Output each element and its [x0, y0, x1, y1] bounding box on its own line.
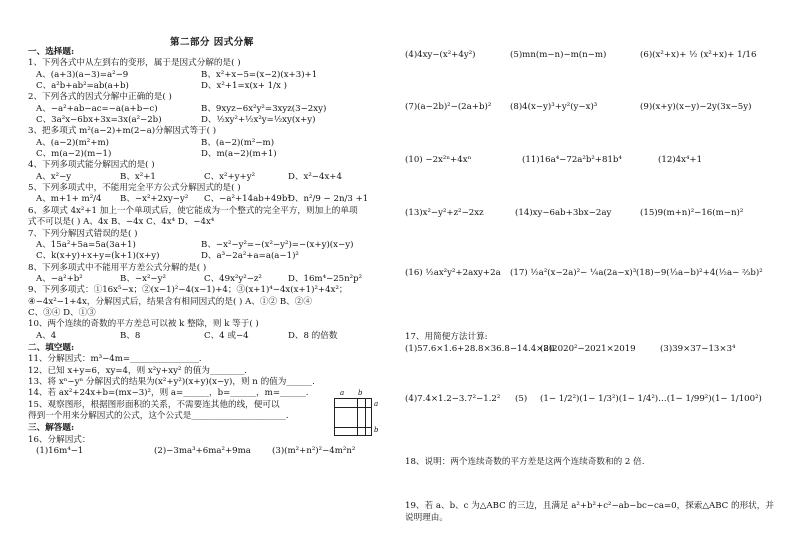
- option-d: D、x²−4x+4: [288, 171, 342, 182]
- question-line: 3、把多项式 m²(a−2)+m(2−a)分解因式等于( ): [28, 126, 217, 137]
- option-b: B、8: [120, 330, 141, 341]
- answer-options: [28, 149, 398, 160]
- factor-exercise: (13)x²−y²+z²−2xz: [405, 208, 484, 218]
- option-b: B、(a−2)(m²−m): [201, 137, 275, 148]
- option-b: D、½xy²+½x²y=½xy(x+y): [201, 115, 316, 126]
- option-b: B、x²+1: [120, 171, 156, 182]
- question-line: 得到一个用来分解因式的公式，这个公式是______________________.: [28, 411, 289, 421]
- option-a: A、−a²+ab−ac=−a(a+b−c): [36, 103, 158, 114]
- option-b: D、m(a−2)(m+1): [201, 149, 277, 160]
- question-line: 7、下列分解因式错误的是( ): [28, 228, 138, 239]
- section-heading: 一、选择题:: [28, 47, 75, 57]
- answer-options: [28, 104, 398, 115]
- diagram-label-b-side: b: [374, 426, 379, 434]
- question-line: 5、下列多项式中，不能用完全平方公式分解因式的是( ): [28, 183, 241, 194]
- question-line: 9、下列多项式：①16x⁵−x；②(x−1)²−4(x−1)+4；③(x+1)⁴−4x(x+1)²+4x²；: [28, 285, 348, 296]
- option-b: D、x²+1=x(x+ 1/x ): [201, 81, 287, 92]
- area-diagram-grid: [334, 398, 372, 436]
- answer-options: [28, 138, 398, 149]
- answer-options: [28, 194, 398, 205]
- option-a: A、4: [36, 330, 57, 341]
- factor-exercise: (10) −2x²ⁿ+4xⁿ: [405, 155, 472, 165]
- option-b: B、−x²−y²: [120, 273, 166, 284]
- problem-19: 19、若 a、b、c 为△ABC 的三边，且满足 a²+b²+c²−ab−bc−ca=0，探索△ABC 的形状，并说明理由。: [405, 501, 774, 524]
- option-b: B、−x²+2xy−y²: [120, 194, 189, 205]
- page-title: 第二部分 因式分解: [170, 37, 254, 48]
- option-a: C、m(a−2)(m−1): [36, 149, 112, 160]
- option-a: A、(a+3)(a−3)=a²−9: [36, 69, 129, 80]
- answer-options: [28, 70, 398, 81]
- question-line: 6、多项式 4x²+1 加上一个单项式后，使它能成为一个整式的完全平方，则加上的单项: [28, 205, 358, 216]
- question-line: 1、下列各式中从左到右的变形，属于是因式分解的是( ): [28, 58, 241, 69]
- question-line: ④−4x²−1+4x，分解因式后，结果含有相同因式的是( ) A、①② B、②④: [28, 296, 312, 307]
- factor-exercise: (4)4xy−(x²+4y²): [405, 50, 476, 60]
- answer-options: [28, 81, 398, 92]
- question-line: 16、分解因式：: [28, 434, 91, 445]
- option-a: C、k(x+y)+x+y=(k+1)(x+y): [36, 251, 160, 262]
- factor-exercise: (12)4x⁴+1: [658, 155, 703, 165]
- calc-exercise: (3)39×37−13×3⁴: [660, 344, 736, 354]
- option-a: A、(a−2)(m²+m): [36, 137, 109, 148]
- answer-options: [28, 115, 398, 126]
- factor-exercise: (8)4(x−y)³+y²(y−x)³: [510, 102, 598, 112]
- option-b: B、−x²−y²=−(x²−y²)=−(x+y)(x−y): [201, 239, 354, 250]
- question-line: C、③④ D、①③: [28, 307, 96, 318]
- answer-options: [28, 331, 398, 342]
- question-line: 12、已知 x+y=6，xy=4，则 x²y+xy² 的值为________.: [28, 365, 248, 376]
- question-line: 2、下列各式的因式分解中正确的是( ): [28, 92, 172, 103]
- question-line: 8、下列多项式中不能用平方差公式分解的是( ): [28, 262, 207, 273]
- factor-exercise: (14)xy−6ab+3bx−2ay: [515, 208, 612, 218]
- diagram-label-a: a: [340, 389, 345, 397]
- diagram-label-b-top: b: [358, 389, 363, 397]
- option-b: B、9xyz−6x²y²=3xyz(3−2xy): [201, 103, 327, 114]
- factor-exercise: (17) ½a²(x−2a)²− ¼a(2a−x)³: [510, 268, 637, 278]
- question-line: 10、两个连续的奇数的平方差总可以被 k 整除，则 k 等于( ): [28, 319, 259, 330]
- factor-exercise: (16) ½ax²y²+2axy+2a: [405, 268, 501, 278]
- option-a: C、3a²x−6bx+3x=3x(a²−2b): [36, 115, 162, 126]
- calc-exercise: (1)57.6×1.6+28.8×36.8−14.4×80: [405, 344, 555, 354]
- answer-options: [28, 240, 398, 251]
- section-heading: 二、填空题:: [28, 342, 75, 353]
- calc-exercise: (1− 1/2²)(1− 1/3²)(1− 1/4²)…(1− 1/99²)(1− 1/100²): [540, 394, 762, 404]
- factor-exercise: (7)(a−2b)²−(2a+b)²: [405, 102, 492, 112]
- option-a: A、x²−y: [36, 171, 72, 182]
- option-c: C、4 或−4: [204, 330, 249, 341]
- option-b: (2)−3ma³+6ma²+9ma: [154, 446, 251, 457]
- option-a: (1)16m⁴−1: [36, 446, 84, 457]
- problem-18: 18、说明：两个连续奇数的平方差是这两个连续奇数和的 2 倍.: [405, 457, 645, 467]
- factor-exercise: (11)16a⁴−72a²b²+81b⁴: [522, 155, 622, 165]
- answer-options: [28, 172, 398, 183]
- question-line: 14、若 ax²+24x+b=(mx−3)²，则 a=______，b=______，m=______.: [28, 388, 309, 399]
- option-a: A、−a²+b²: [36, 273, 83, 284]
- diagram-label-a-side: a: [374, 400, 379, 408]
- option-a: C、a²b+ab²=ab(a+b): [36, 81, 129, 92]
- option-b: B、x²+x−5=(x−2)(x+3)+1: [201, 69, 318, 80]
- factor-exercise: (6)(x²+x)+ ½ (x²+x)+ 1/16: [640, 50, 757, 60]
- option-d: D、16m⁴−25n²p²: [288, 273, 363, 284]
- option-c: C、−a²+14ab+49b²: [204, 194, 291, 205]
- section-heading: 三、解答题:: [28, 423, 75, 434]
- factor-exercise: (9)(x+y)(x−y)−2y(3x−5y): [640, 102, 752, 112]
- answer-options: [28, 274, 398, 285]
- factor-exercise: (5)mn(m−n)−m(n−m): [510, 50, 607, 60]
- option-c: C、49x²y²−z²: [204, 273, 262, 284]
- answer-options: [28, 446, 398, 457]
- calc-exercise: (4)7.4×1.2−3.7²−1.2²: [405, 394, 501, 404]
- question-line: 11、分解因式：m³−4m=________________.: [28, 354, 202, 365]
- option-d: D、n²/9 − 2n/3 +1: [288, 194, 369, 205]
- option-d: D、8 的倍数: [288, 330, 338, 341]
- calc-exercise: (5): [515, 394, 528, 404]
- option-b: D、a³−2a²+a=a(a−1)²: [201, 251, 299, 262]
- option-c: (3)(m²+n²)²−4m²n²: [272, 446, 356, 457]
- question-line: 式不可以是( ) A、4x B、−4x C、4x⁴ D、−4x⁴: [28, 217, 215, 228]
- factor-exercise: (15)9(m+n)²−16(m−n)²: [640, 208, 744, 218]
- answer-options: [28, 251, 398, 262]
- factor-exercise: (18)−9(⅓a−b)²+4(½a− ⅔b)²: [636, 268, 763, 278]
- calc-exercise: (2)2020²−2021×2019: [540, 344, 636, 354]
- option-a: A、15a²+5a=5a(3a+1): [36, 239, 136, 250]
- area-diagram: [334, 389, 379, 436]
- question-line: 4、下列多项式能分解因式的是( ): [28, 160, 155, 171]
- problem-17-heading: 17、用简便方法计算:: [405, 332, 488, 342]
- option-c: C、x²+y+y²: [204, 171, 256, 182]
- option-a: A、m+1+ m²/4: [36, 194, 102, 205]
- problem-17: [405, 330, 488, 342]
- question-line: 13、将 xⁿ−yⁿ 分解因式的结果为(x²+y²)(x+y)(x−y)，则 n 的值为______.: [28, 376, 315, 387]
- question-line: 15、观察图形，根据图形面积的关系，不需要连其他的线，便可以: [28, 399, 280, 410]
